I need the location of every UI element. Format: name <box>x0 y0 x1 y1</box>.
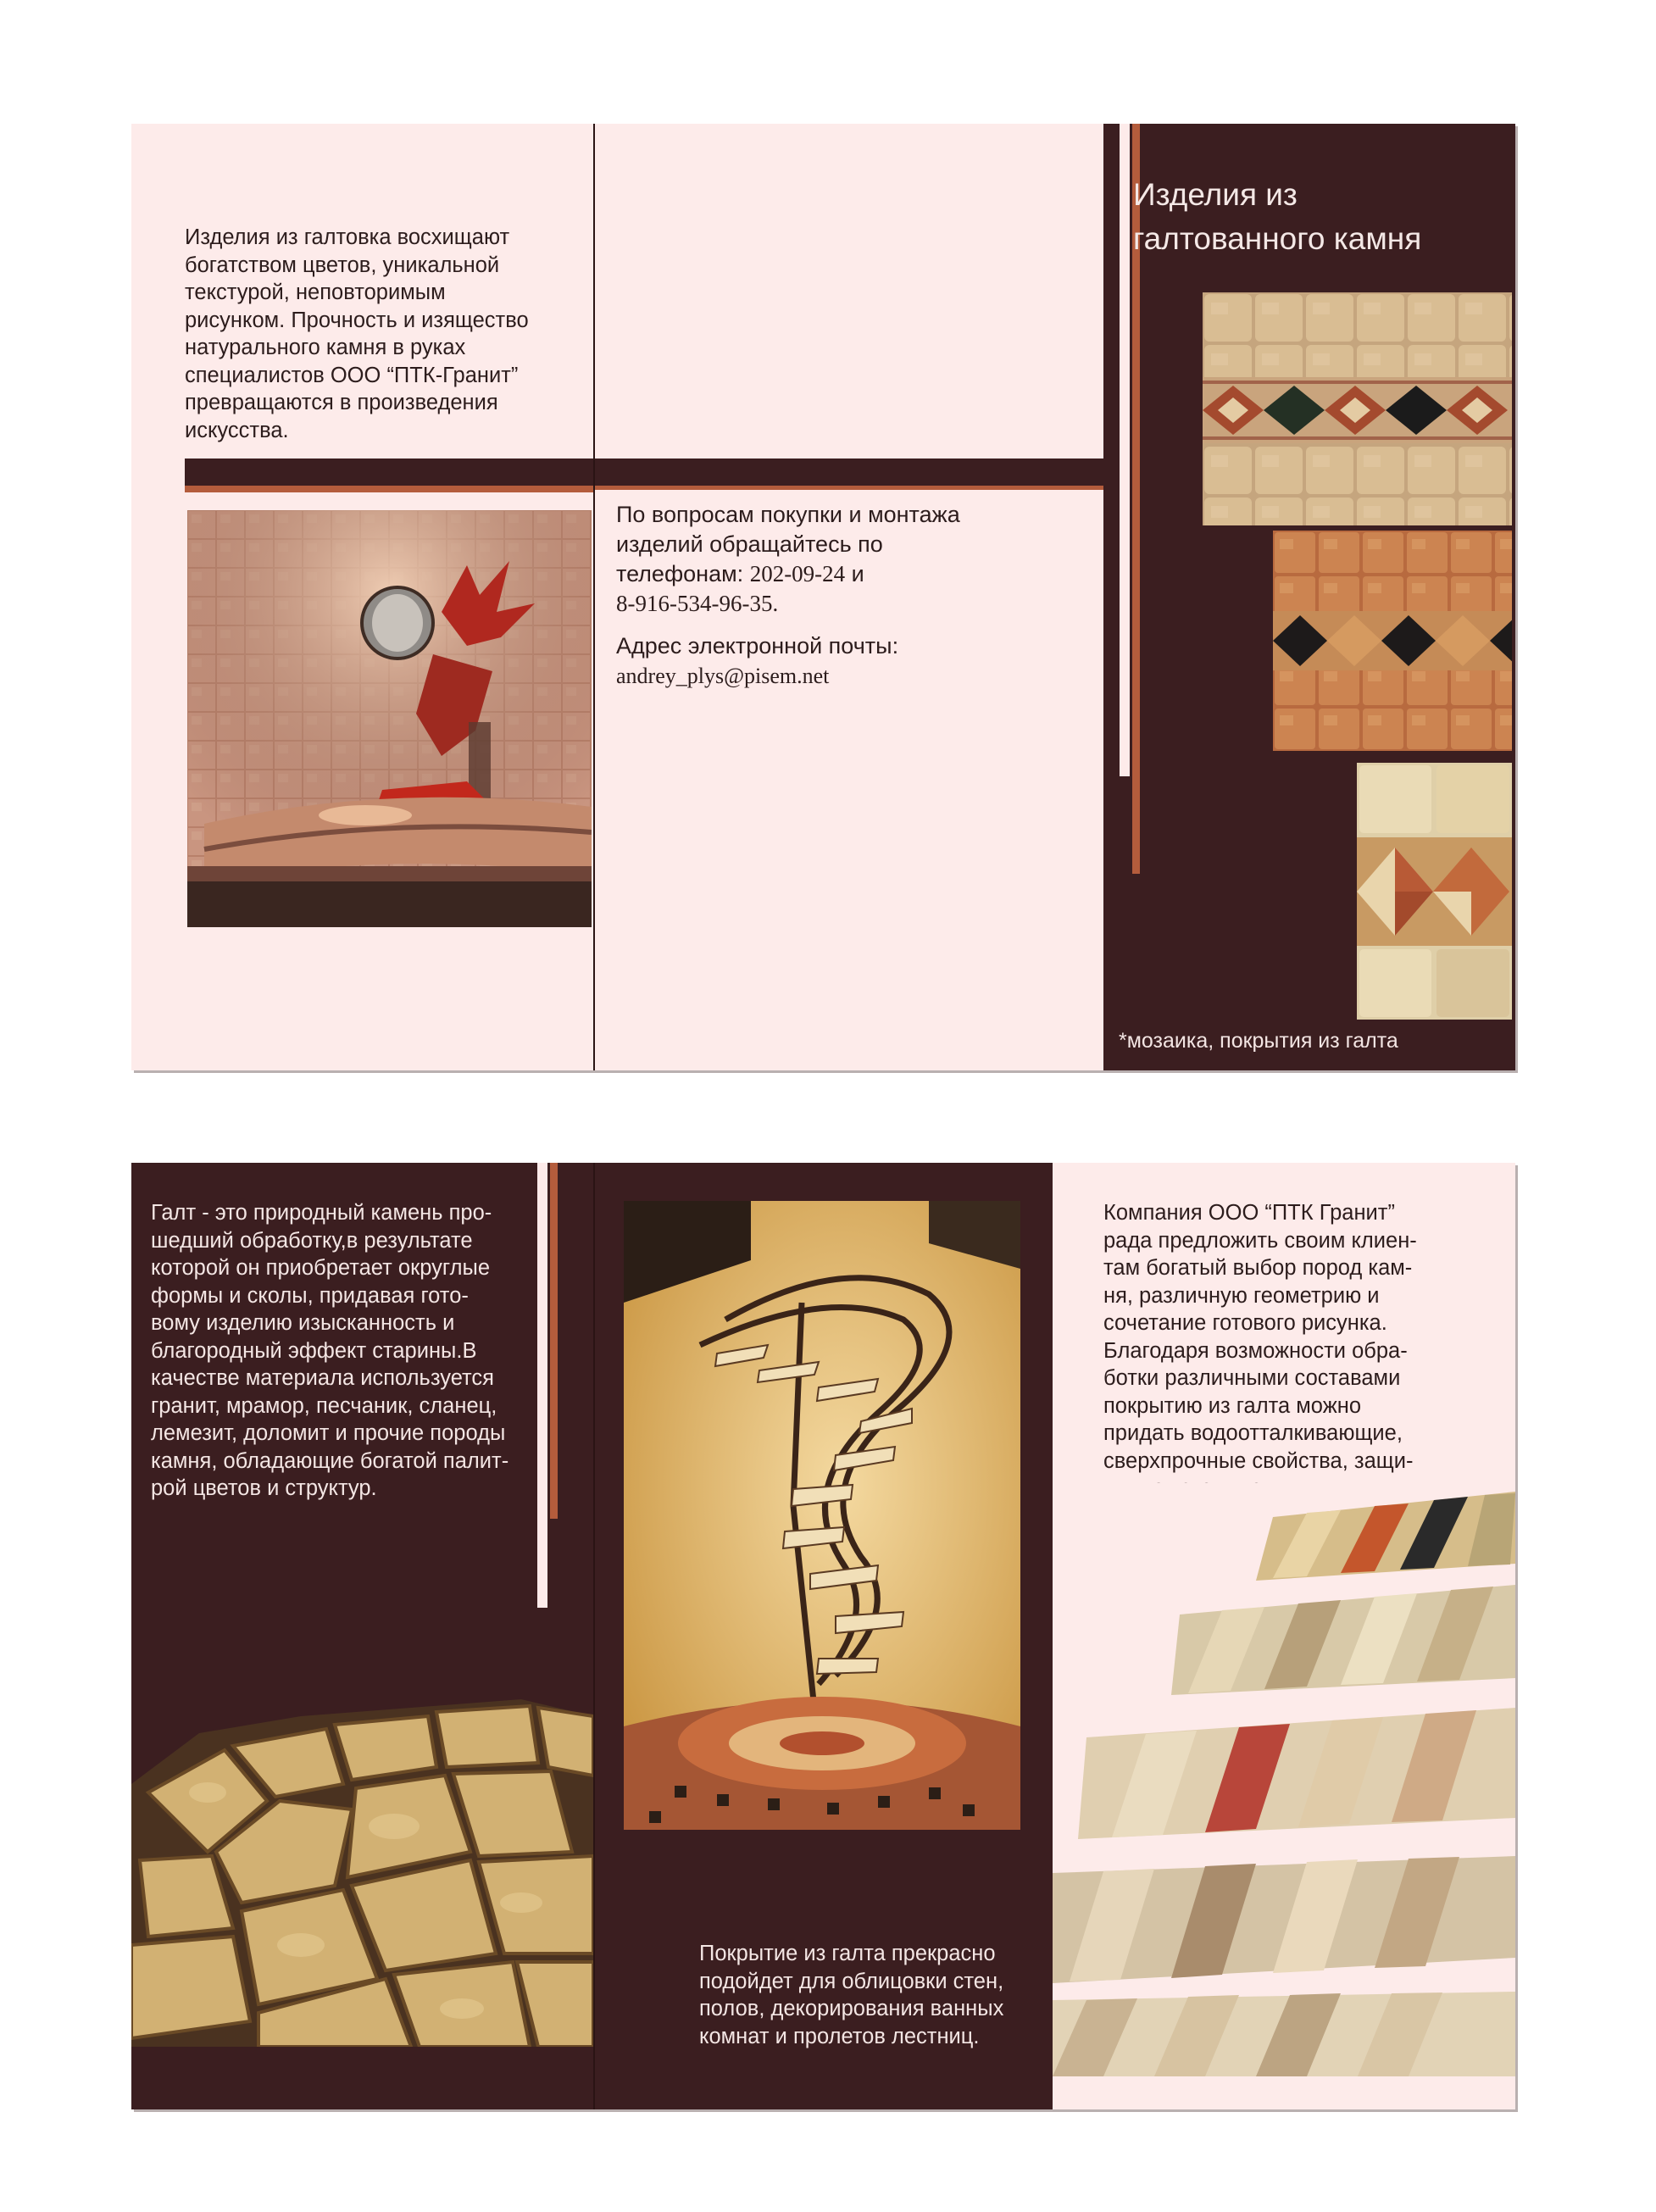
mosaic-caption: *мозаика, покрытия из галта <box>1119 1029 1398 1053</box>
phones-and: и <box>845 561 864 586</box>
company-description: Компания ООО “ПТК Гранит” рада предложить своим клиен- там богатый выбор пород кам- ня, различную геометрию и сочетание готового рисунка. Благодаря возможности обра- ботки различными составами покрытию из галта можно придать водоотталкивающие, сверхпрочные свойства, защи- <box>1103 1201 1417 1473</box>
mosaic-photo-3 <box>1357 763 1512 1020</box>
border-stones-photo <box>1053 1483 1515 2076</box>
spiral-staircase-photo <box>624 1201 1020 1830</box>
accent-bar-light <box>1120 124 1130 776</box>
contact-line-2: изделий обращайтесь по <box>616 531 883 557</box>
mosaic-photo-2 <box>1273 531 1512 751</box>
phones-label: телефонам: <box>616 561 750 586</box>
fold-line-2 <box>1103 124 1105 1070</box>
brochure-title: Изделия из галтованного камня <box>1133 177 1422 256</box>
bathroom-photo <box>187 510 592 927</box>
brochure-sheet-outside <box>131 124 1515 1070</box>
contact-line-1: По вопросам покупки и монтажа <box>616 502 960 527</box>
contact-line-3 <box>616 560 864 588</box>
intro-text: Изделия из галтовка восхищают богатством цветов, уникальной текстурой, неповторимым рисунком. Прочность и изящество натурального камня в руках специалистов ООО “ПТК-Гранит” превращаются в произведения искусства. <box>185 225 529 442</box>
fold-line-3 <box>593 1163 595 2109</box>
phone-1: 202-09-24 <box>749 561 846 586</box>
pebble-floor-photo <box>131 1682 593 2047</box>
brochure-sheet-inside <box>131 1163 1515 2109</box>
panel-middle-top <box>595 124 1104 459</box>
phone-2: 8-916-534-96-35. <box>616 591 779 616</box>
mosaic-photo-1 <box>1203 292 1512 525</box>
galt-description: Галт - это природный камень про- шедший обработку,в результате которой он приобретает округлые формы и сколы, придавая гото- вому изделию изысканность и благородный эффект старины.В качестве материала используется гранит, мрамор, песчаник, сланец, лемезит, доломит и прочие породы камня, обладающие богатой палит- рой цветов и структур. <box>151 1201 509 1500</box>
coverage-text: Покрытие из галта прекрасно подойдет для облицовки стен, полов, декорирования ванных комнат и пролетов лестниц. <box>699 1942 1004 2048</box>
accent-bar-rust-left <box>550 1163 558 1519</box>
email-label: Адрес электронной почты: <box>616 633 899 659</box>
accent-bar-light-left <box>537 1163 547 1608</box>
email-address[interactable]: andrey_plys@pisem.net <box>616 664 830 688</box>
